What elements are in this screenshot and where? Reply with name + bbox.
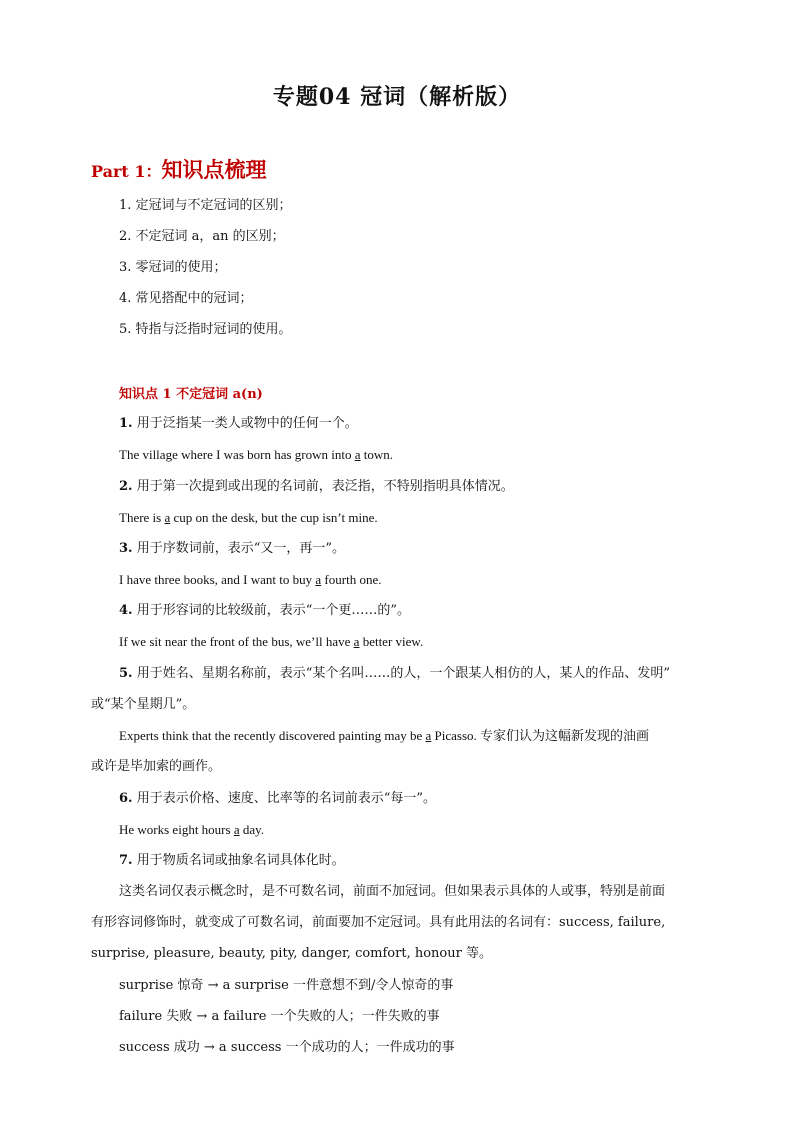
- article: a: [354, 447, 361, 462]
- example-5-continued: 或许是毕加索的画作。: [91, 759, 222, 774]
- rule-4: [119, 601, 410, 621]
- example-item: success 成功 → a success 一个成功的人；一件成功的事: [119, 1040, 455, 1055]
- example-item: failure 失败 → a failure 一个失败的人；一件失败的事: [119, 1009, 440, 1024]
- outline-item: 4. 常见搭配中的冠词；: [119, 291, 253, 306]
- rule-text: 用于泛指某一类人或物中的任何一个。: [132, 416, 358, 431]
- part-label: Part 1：: [91, 162, 162, 181]
- rule-number: 2.: [119, 479, 133, 494]
- part-title: 知识点梳理: [161, 157, 267, 182]
- article: a: [164, 510, 171, 525]
- rule-5: [119, 664, 670, 684]
- rule-number: 5.: [119, 666, 133, 681]
- example-text: Picasso. 专家们认为这幅新发现的油画: [431, 728, 650, 743]
- knowledge-point-heading: 知识点 1 不定冠词 a(n): [119, 387, 263, 402]
- rule-text: 用于物质名词或抽象名词具体化时。: [132, 853, 345, 868]
- example-text: I have three books, and I want to buy: [119, 572, 316, 587]
- article: a: [353, 634, 360, 649]
- paragraph-line: surprise, pleasure, beauty, pity, danger, comfort, honour 等。: [91, 946, 492, 961]
- outline-item: 1. 定冠词与不定冠词的区别；: [119, 198, 292, 213]
- article: a: [233, 822, 240, 837]
- example-3: [119, 570, 381, 590]
- rule-text: 用于序数词前，表示“又一，再一”。: [132, 541, 346, 556]
- rule-number: 7.: [119, 853, 133, 868]
- outline-item: 2. 不定冠词 a，an 的区别；: [119, 229, 285, 244]
- paragraph-line: 这类名词仅表示概念时，是不可数名词，前面不加冠词。但如果表示具体的人或事，特别是前面: [119, 884, 666, 899]
- example-text: If we sit near the front of the bus, we’ll have: [119, 634, 354, 649]
- rule-text: 用于姓名、星期名称前，表示“某个名叫……的人，一个跟某人相仿的人，某人的作品、发明”: [132, 666, 671, 681]
- example-2: [119, 508, 378, 528]
- example-6: [119, 820, 264, 840]
- example-text: Experts think that the recently discovered painting may be: [119, 728, 426, 743]
- rule-number: 6.: [119, 791, 133, 806]
- example-5: [119, 726, 649, 746]
- rule-text: 用于表示价格、速度、比率等的名词前表示“每一”。: [132, 791, 437, 806]
- outline-list: [119, 196, 292, 351]
- example-text: There is: [119, 510, 165, 525]
- rule-text: 用于形容词的比较级前，表示“一个更……的”。: [132, 603, 411, 618]
- example-text: fourth one.: [321, 572, 382, 587]
- rule-text: 用于第一次提到或出现的名词前，表泛指，不特别指明具体情况。: [132, 479, 514, 494]
- example-1: [119, 445, 393, 465]
- example-text: The village where I was born has grown into: [119, 447, 355, 462]
- paragraph-line: 有形容词修饰时，就变成了可数名词，前面要加不定冠词。具有此用法的名词有：success, failure,: [91, 915, 666, 930]
- example-text: better view.: [359, 634, 424, 649]
- example-item: surprise 惊奇 → a surprise 一件意想不到/令人惊奇的事: [119, 978, 454, 993]
- part-heading: [91, 154, 267, 184]
- rule-1: [119, 414, 358, 434]
- rule-number: 3.: [119, 541, 133, 556]
- outline-item: 3. 零冠词的使用；: [119, 260, 227, 275]
- rule-2: [119, 477, 514, 497]
- example-text: town.: [360, 447, 394, 462]
- rule-3: [119, 539, 345, 559]
- page-title: 专题04 冠词（解析版）: [272, 84, 522, 110]
- article: a: [315, 572, 322, 587]
- outline-item: 5. 特指与泛指时冠词的使用。: [119, 322, 292, 337]
- rule-5-continued: 或“某个星期几”。: [91, 697, 196, 712]
- rule-number: 1.: [119, 416, 133, 431]
- example-4: [119, 632, 423, 652]
- example-text: day.: [239, 822, 265, 837]
- rule-number: 4.: [119, 603, 133, 618]
- example-text: cup on the desk, but the cup isn’t mine.: [170, 510, 378, 525]
- rule-6: [119, 789, 436, 809]
- example-text: He works eight hours: [119, 822, 234, 837]
- rule-7: [119, 851, 345, 871]
- article: a: [425, 728, 432, 743]
